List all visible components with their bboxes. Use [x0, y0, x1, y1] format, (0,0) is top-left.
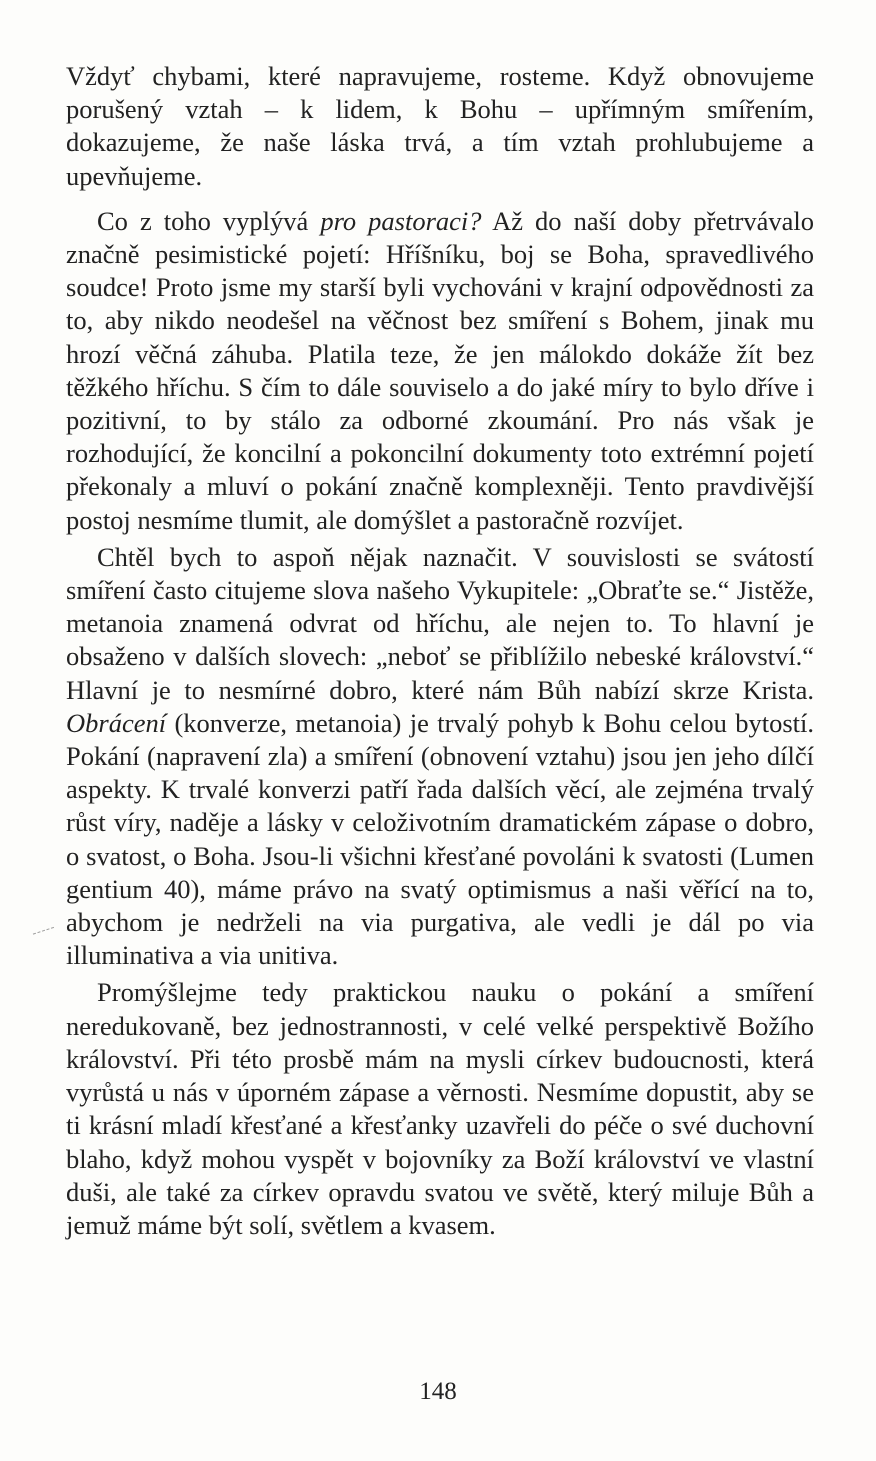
paragraph-3-text-rest: (konverze, metanoia) je trvalý pohyb k Bohu celou bytostí. Pokání (napravení zla) a smíření (obnovení vztahu) jsou jen jeho dílčí aspekty. K trvalé konverzi patří řada dalších věcí, ale zejména trvalý růst víry, naděje a lásky v celoživotním dramatickém zápase o dobro, o svatost, o Boha. Jsou-li všichni křesťané povoláni k svatosti (Lumen gentium 40), máme právo na svatý optimismus a naši věřící na to, abychom je nedrželi na via purgativa, ale vedli je dál po via illuminativa a via unitiva.: [66, 707, 814, 971]
paragraph-2-emphasis: pro pastoraci?: [320, 205, 482, 236]
paragraph-3-emphasis: Obrácení: [66, 707, 167, 738]
paragraph-2: [66, 205, 814, 537]
paragraph-1: [66, 60, 814, 193]
paragraph-4-text: Promýšlejme tedy praktickou nauku o pokání a smíření neredukovaně, bez jednostrannosti, v celé velké perspektivě Božího království. Při této prosbě mám na mysli církev budoucnosti, která vyrůstá u nás v úporném zápase a věrnosti. Nesmíme dopustit, aby se ti krásní mladí křesťané a křesťanky uzavřeli do péče o své duchovní blaho, když mohou vyspět v bojovníky za Boží království ve vlastní duši, ale také za církev opravdu svatou ve světě, který miluje Bůh a jemuž máme být solí, světlem a kvasem.: [66, 977, 814, 1240]
paragraph-3: [66, 541, 814, 973]
paragraph-2-text-rest: Až do naší doby přetrvávalo značně pesimistické pojetí: Hříšníku, boj se Boha, spravedlivého soudce! Proto jsme my starší byli vychováni v krajní odpovědnosti za to, aby nikdo neodešel na věčnost bez smíření s Bohem, jinak mu hrozí věčná záhuba. Platila teze, že jen málokdo dokáže žít bez těžkého hříchu. S čím to dále souviselo a do jaké míry to bylo dříve i pozitivní, to by stálo za odborné zkoumání. Pro nás však je rozhodující, že koncilní a pokoncilní dokumenty toto extrémní pojetí překonaly a mluví o pokání značně komplexněji. Tento pravdivější postoj nesmíme tlumit, ale domýšlet a pastoračně rozvíjet.: [66, 205, 814, 535]
paragraph-3-text-start: Chtěl bych to aspoň nějak naznačit. V souvislosti se svátostí smíření často citujeme slova našeho Vykupitele: „Obraťte se.“ Jistěže, metanoia znamená odvrat od hříchu, ale nejen to. To hlavní je obsaženo v dalších slovech: „neboť se přiblížilo nebeské království.“ Hlavní je to nesmírné dobro, které nám Bůh nabízí skrze Krista.: [66, 541, 814, 705]
page-number: 148: [419, 1378, 457, 1405]
paragraph-1-text: Vždyť chybami, které napravujeme, rosteme. Když obnovujeme porušený vztah – k lidem, k Bohu – upřímným smířením, dokazujeme, že naše láska trvá, a tím vztah prohlubujeme a upevňujeme.: [66, 61, 814, 191]
paragraph-4: [66, 976, 814, 1242]
paragraph-2-text-start: Co z toho vyplývá: [97, 205, 321, 236]
